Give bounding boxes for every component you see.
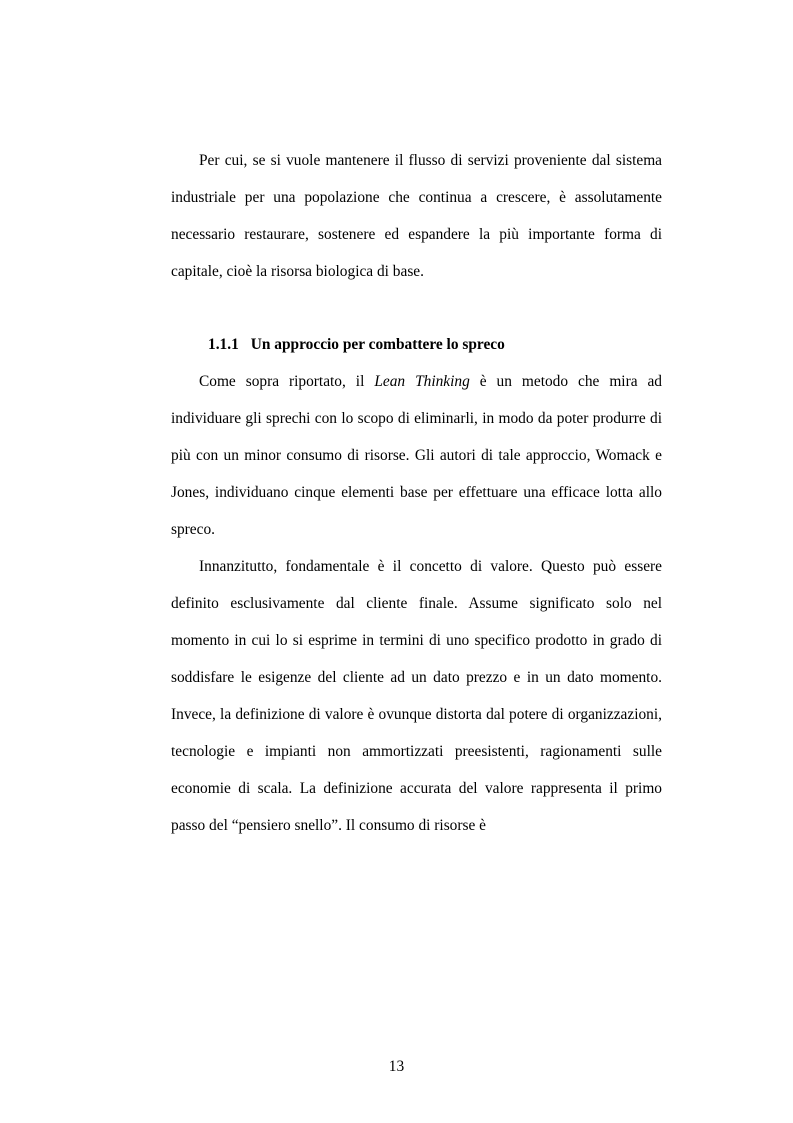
intro-paragraph-block: [171, 142, 662, 290]
section-title: Un approccio per combattere lo spreco: [250, 336, 505, 353]
lean-thinking-term: Lean Thinking: [374, 373, 470, 390]
section-heading: [208, 334, 505, 356]
paragraph-2-before: Come sopra riportato, il: [199, 373, 375, 390]
section-number: 1.1.1: [208, 336, 239, 353]
section-body: [171, 363, 662, 844]
paragraph-2: [171, 363, 662, 548]
paragraph-3: Innanzitutto, fondamentale è il concetto di valore. Questo può essere definito esclusivamente dal cliente finale. Assume significato solo nel momento in cui lo si esprime in termini di uno specifico prodotto in grado di soddisfare le esigenze del cliente ad un dato prezzo e in un dato momento. Invece, la definizione di valore è ovunque distorta dal potere di organizzazioni, tecnologie e impianti non ammortizzati preesistenti, ragionamenti sulle economie di scala. La definizione accurata del valore rappresenta il primo passo del “pensiero snello”. Il consumo di risorse è: [171, 558, 662, 834]
page-number: 13: [388, 1058, 405, 1075]
paragraph-1: Per cui, se si vuole mantenere il flusso di servizi proveniente dal sistema industriale per una popolazione che continua a crescere, è assolutamente necessario restaurare, sostenere ed espandere la più importante forma di capitale, cioè la risorsa biologica di base.: [171, 152, 662, 280]
paragraph-2-after: è un metodo che mira ad individuare gli sprechi con lo scopo di eliminarli, in modo da poter produrre di più con un minor consumo di risorse. Gli autori di tale approccio, Womack e Jones, individuano cinque elementi base per effettuare una efficace lotta allo spreco.: [171, 373, 663, 538]
